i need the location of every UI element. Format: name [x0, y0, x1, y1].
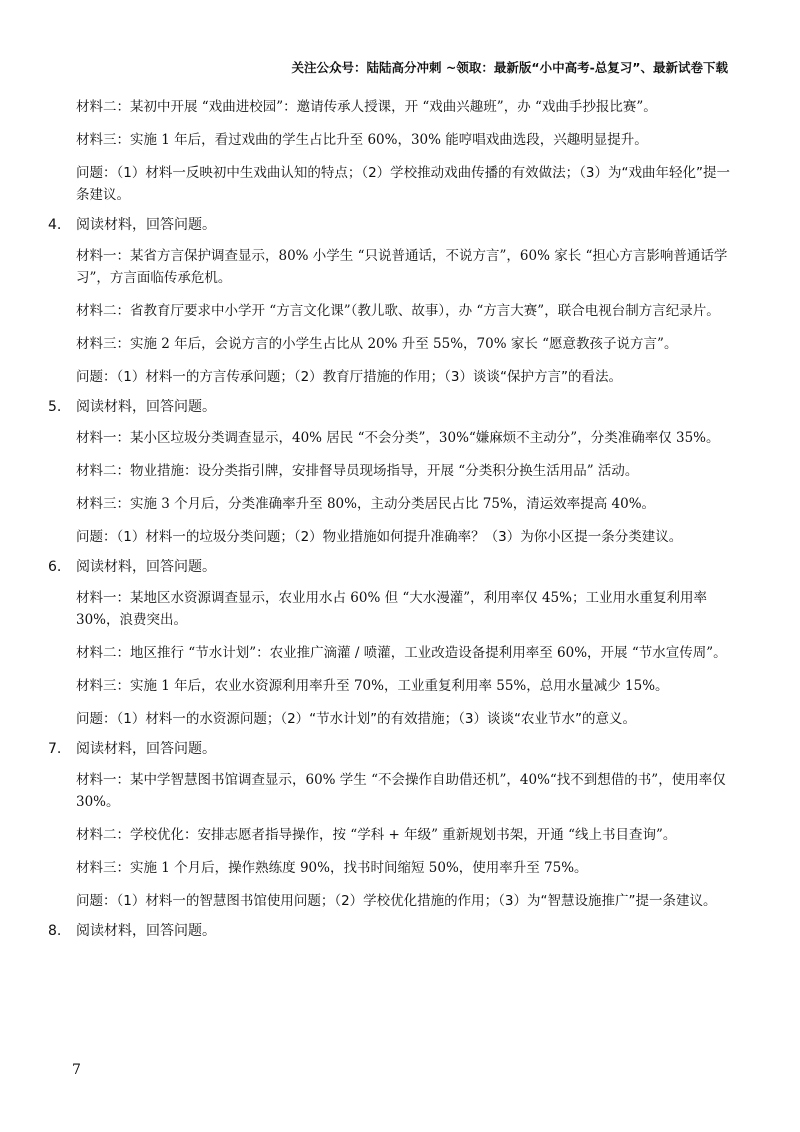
question-title: 阅读材料，回答问题。 — [76, 923, 216, 939]
question-number: 4. — [48, 217, 62, 233]
q4-material-3: 材料三：实施 2 年后，会说方言的小学生占比从 20% 升至 55%，70% 家长 “愿意教孩子说方言”。 — [76, 336, 678, 352]
q3-questions: 问题：（1）材料一反映初中生戏曲认知的特点；（2）学校推动戏曲传播的有效做法；（3）为“戏曲年轻化”提一条建议。 — [76, 165, 731, 203]
q4-questions: 问题：（1）材料一的方言传承问题；（2）教育厅措施的作用；（3）谈谈“保护方言”的看法。 — [76, 369, 623, 385]
question-7-heading — [48, 738, 738, 760]
q5-questions: 问题：（1）材料一的垃圾分类问题；（2）物业措施如何提升准确率？（3）为你小区提一条分类建议。 — [76, 529, 683, 545]
question-number: 5. — [48, 399, 62, 415]
q6-material-1: 材料一：某地区水资源调查显示，农业用水占 60% 但 “大水漫灌”，利用率仅 45%；工业用水重复利用率 30%，浪费突出。 — [76, 590, 707, 628]
q4-material-1: 材料一：某省方言保护调查显示，80% 小学生 “只说普通话，不说方言”，60% 家长 “担心方言影响普通话学习”，方言面临传承危机。 — [76, 248, 728, 286]
question-number: 8. — [48, 923, 62, 939]
question-4-heading — [48, 214, 738, 236]
question-number: 6. — [48, 559, 62, 575]
question-title: 阅读材料，回答问题。 — [76, 741, 216, 757]
q5-material-2: 材料二：物业措施：设分类指引牌，安排督导员现场指导，开展 “分类积分换生活用品” 活动。 — [76, 463, 639, 479]
q7-material-2: 材料二：学校优化：安排志愿者指导操作，按 “学科 + 年级” 重新规划书架，开通 “线上书目查询”。 — [76, 827, 677, 843]
q4-material-2: 材料二：省教育厅要求中小学开 “方言文化课”（教儿歌、故事），办 “方言大赛”，联合电视台制方言纪录片。 — [76, 303, 720, 319]
q7-material-1: 材料一：某中学智慧图书馆调查显示，60% 学生 “不会操作自助借还机”，40%“找不到想借的书”，使用率仅 30%。 — [76, 772, 726, 810]
question-title: 阅读材料，回答问题。 — [76, 217, 216, 233]
q5-material-3: 材料三：实施 3 个月后，分类准确率升至 80%，主动分类居民占比 75%，清运效率提高 40%。 — [76, 496, 656, 512]
q3-material-2: 材料二：某初中开展 “戏曲进校园”：邀请传承人授课，开 “戏曲兴趣班”，办 “戏曲手抄报比赛”。 — [76, 99, 657, 115]
q6-material-2: 材料二：地区推行 “节水计划”：农业推广滴灌 / 喷灌，工业改造设备提利用率至 60%，开展 “节水宣传周”。 — [76, 645, 727, 661]
q5-material-1: 材料一：某小区垃圾分类调查显示，40% 居民 “不会分类”，30%“嫌麻烦不主动分”，分类准确率仅 35%。 — [76, 430, 720, 446]
q3-material-3: 材料三：实施 1 年后，看过戏曲的学生占比升至 60%，30% 能哼唱戏曲选段，兴趣明显提升。 — [76, 132, 648, 148]
question-5-heading — [48, 396, 738, 418]
question-title: 阅读材料，回答问题。 — [76, 399, 216, 415]
question-title: 阅读材料，回答问题。 — [76, 559, 216, 575]
page-header: 关注公众号：陆陆高分冲刺 ~领取：最新版“小中高考-总复习”、最新试卷下载 — [291, 60, 728, 75]
question-number: 7. — [48, 741, 62, 757]
page-number: 7 — [72, 1062, 81, 1078]
q6-questions: 问题：（1）材料一的水资源问题；（2）“节水计划”的有效措施；（3）谈谈“农业节水”的意义。 — [76, 711, 636, 727]
q7-questions: 问题：（1）材料一的智慧图书馆使用问题；（2）学校优化措施的作用；（3）为“智慧设施推广”提一条建议。 — [76, 893, 717, 909]
question-6-heading — [48, 556, 738, 578]
document-body — [48, 96, 738, 951]
q6-material-3: 材料三：实施 1 年后，农业水资源利用率升至 70%，工业重复利用率 55%，总用水量减少 15%。 — [76, 678, 669, 694]
q7-material-3: 材料三：实施 1 个月后，操作熟练度 90%，找书时间缩短 50%，使用率升至 75%。 — [76, 860, 588, 876]
question-8-heading — [48, 920, 738, 942]
